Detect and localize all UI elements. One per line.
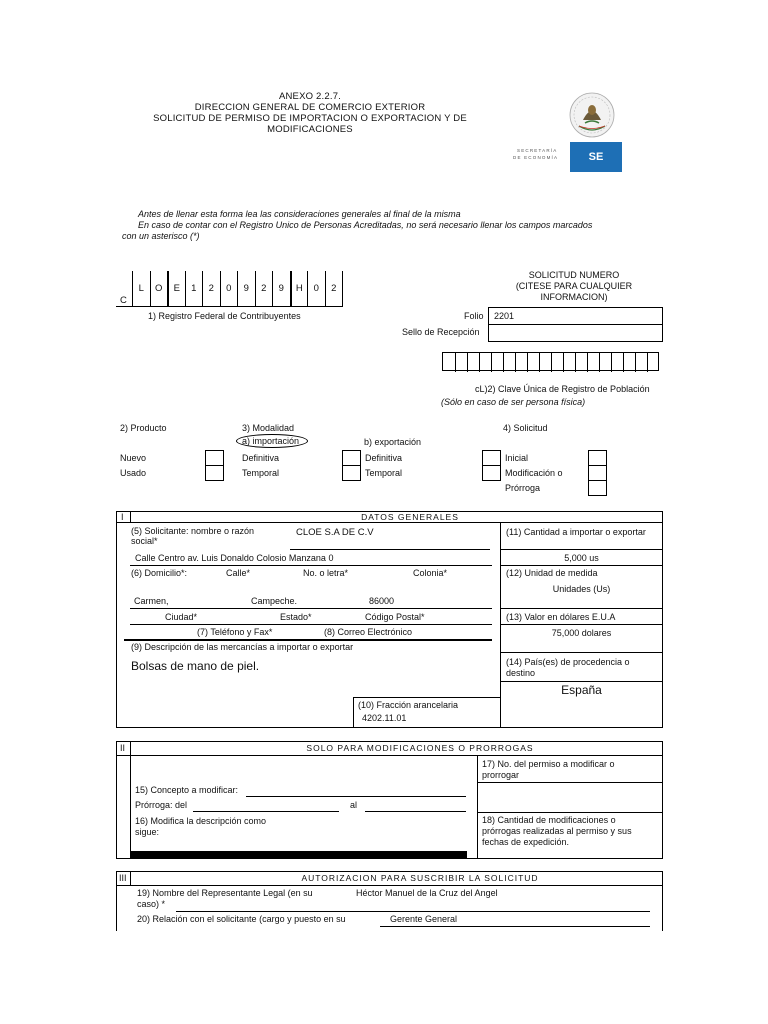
rfc-char: 9 [272, 271, 290, 307]
relacion-label: 20) Relación con el solicitante (cargo y puesto en su [137, 914, 346, 924]
unidad-label: (12) Unidad de medida [506, 568, 598, 578]
curp-cell[interactable] [575, 353, 587, 372]
relacion-value[interactable]: Gerente General [390, 914, 458, 924]
rfc-field[interactable] [116, 271, 342, 307]
curp-cell[interactable] [479, 353, 491, 372]
folio-label: Folio [464, 311, 484, 321]
section-3-number: III [119, 873, 127, 883]
solicitud-title-2: (CITESE PARA CUALQUIER [515, 281, 633, 291]
curp-note: (Sólo en caso de ser persona física) [441, 397, 586, 407]
rfc-char: 0 [307, 271, 325, 307]
permiso-label-2: prorrogar [482, 770, 520, 780]
numero-label: No. o letra* [303, 568, 349, 578]
rfc-char: 0 [220, 271, 238, 307]
descripcion-value[interactable]: Bolsas de mano de piel. [131, 659, 260, 673]
folio-field[interactable] [488, 307, 663, 325]
pais-label: (14) País(es) de procedencia o [506, 657, 630, 667]
section-1-number: I [121, 512, 124, 522]
unidad-value[interactable]: Unidades (Us) [552, 584, 611, 594]
cantidad-mod-label-3: fechas de expedición. [482, 837, 570, 847]
curp-cell[interactable] [587, 353, 599, 372]
ciudad-label: Ciudad* [165, 612, 198, 622]
producto-label: 2) Producto [120, 423, 167, 433]
calle-label: Calle* [226, 568, 251, 578]
folio-value: 2201 [494, 311, 515, 321]
rfc-char: 9 [237, 271, 255, 307]
cantidad-label: (11) Cantidad a importar o exportar [506, 527, 646, 537]
cantidad-mod-label: 18) Cantidad de modificaciones o [482, 815, 616, 825]
agency-name: DIRECCION GENERAL DE COMERCIO EXTERIOR [194, 102, 426, 113]
curp-cell[interactable] [515, 353, 527, 372]
definitiva-label-b: Definitiva [365, 453, 403, 463]
curp-cell[interactable] [551, 353, 563, 372]
section-3-title: AUTORIZACION PARA SUSCRIBIR LA SOLICITUD [301, 873, 539, 883]
al-label: al [350, 800, 358, 810]
representante-value[interactable]: Héctor Manuel de la Cruz del Angel [356, 888, 498, 898]
curp-cell[interactable] [563, 353, 575, 372]
solicitud-title-1: SOLICITUD NUMERO [528, 270, 620, 280]
rfc-char: E [167, 271, 185, 307]
estado-label: Estado* [280, 612, 312, 622]
exportacion-option[interactable]: b) exportación [364, 437, 422, 447]
sello-label: Sello de Recepción [402, 327, 480, 337]
solicitud-title-3: INFORMACION) [540, 292, 608, 302]
se-badge: SE [570, 142, 622, 172]
rfc-prefix: C [120, 295, 127, 306]
curp-cell[interactable] [635, 353, 647, 372]
usado-label: Usado [120, 468, 147, 478]
rfc-label: 1) Registro Federal de Contribuyentes [148, 311, 301, 321]
solicitante-label-2: social* [131, 536, 158, 546]
curp-field[interactable] [442, 352, 659, 371]
curp-cell[interactable] [527, 353, 539, 372]
section-2-number: II [120, 743, 126, 753]
importacion-option[interactable]: a) importación [242, 436, 300, 446]
cp-value[interactable]: 86000 [369, 596, 395, 606]
curp-cell[interactable] [611, 353, 623, 372]
rfc-char: 2 [255, 271, 273, 307]
valor-value[interactable]: 75,000 dolares [551, 628, 612, 638]
nuevo-label: Nuevo [120, 453, 147, 463]
rfc-char: 2 [202, 271, 220, 307]
temporal-checkbox-b[interactable] [482, 465, 501, 481]
pais-value[interactable]: España [561, 683, 602, 697]
cp-label: Código Postal* [365, 612, 425, 622]
modifica-field[interactable] [130, 851, 467, 859]
pais-label-2: destino [506, 668, 536, 678]
curp-cell[interactable] [599, 353, 611, 372]
inicial-label: Inicial [505, 453, 529, 463]
rfc-char: 2 [325, 271, 343, 307]
se-logo [513, 90, 625, 174]
form-header [140, 91, 480, 135]
curp-cell[interactable] [539, 353, 551, 372]
curp-label: cL)2) Clave Única de Registro de Población [475, 384, 650, 394]
fraccion-label: (10) Fracción arancelaria [358, 700, 459, 710]
instruction-line-1: Antes de llenar esta forma lea las consideraciones generales al final de la misma [138, 209, 461, 219]
solicitante-label: (5) Solicitante: nombre o razón [131, 526, 255, 536]
sello-field[interactable] [488, 324, 663, 342]
definitiva-checkbox-a[interactable] [342, 450, 361, 466]
curp-cell[interactable] [455, 353, 467, 372]
instruction-line-2: En caso de contar con el Registro Unico de Personas Acreditadas, no será necesario llenar los campos marcados [138, 220, 593, 230]
instruction-line-3: con un asterisco (*) [122, 231, 200, 241]
descripcion-label: (9) Descripción de las mercancías a importar o exportar [131, 642, 354, 652]
rfc-char: L [132, 271, 150, 307]
modificacion-checkbox[interactable] [588, 465, 607, 481]
curp-cell[interactable] [623, 353, 635, 372]
rfc-char: H [290, 271, 308, 307]
form-title-cont: MODIFICACIONES [267, 124, 353, 135]
solicitud-label: 4) Solicitud [503, 423, 548, 433]
secretaria-text: SECRETARÍA [517, 148, 558, 153]
prorroga-del-label: Prórroga: del [135, 800, 188, 810]
modalidad-label: 3) Modalidad [242, 423, 295, 433]
temporal-checkbox-a[interactable] [342, 465, 361, 481]
modifica-label-2: sigue: [135, 827, 160, 837]
temporal-label-a: Temporal [242, 468, 280, 478]
definitiva-label-a: Definitiva [242, 453, 280, 463]
curp-cell[interactable] [647, 353, 659, 372]
fraccion-value[interactable]: 4202.11.01 [362, 713, 407, 723]
domicilio-label: (6) Domicilio*: [131, 568, 188, 578]
colonia-label: Colonia* [413, 568, 448, 578]
de-economia-text: DE ECONOMÍA [513, 155, 559, 160]
solicitud-number-title [485, 270, 663, 303]
section-1-title: DATOS GENERALES [361, 512, 459, 522]
modificacion-label: Modificación o [505, 468, 563, 478]
annex-number: ANEXO 2.2.7. [278, 91, 342, 102]
curp-cell[interactable] [503, 353, 515, 372]
representante-label: 19) Nombre del Representante Legal (en su [137, 888, 313, 898]
cantidad-value[interactable]: 5,000 us [564, 553, 599, 563]
section-2-title: SOLO PARA MODIFICACIONES O PRORROGAS [306, 743, 534, 753]
solicitante-value[interactable]: CLOE S.A DE C.V [296, 527, 374, 538]
prorroga-label: Prórroga [505, 483, 541, 493]
rfc-char: 1 [185, 271, 203, 307]
cantidad-mod-label-2: prórrogas realizadas al permiso y sus [482, 826, 632, 836]
concepto-label: 15) Concepto a modificar: [135, 785, 239, 795]
permiso-label: 17) No. del permiso a modificar o [482, 759, 615, 769]
estado-value[interactable]: Campeche. [251, 596, 298, 606]
modifica-label: 16) Modifica la descripción como [135, 816, 267, 826]
valor-label: (13) Valor en dólares E.U.A [506, 612, 616, 622]
curp-cell[interactable] [491, 353, 503, 372]
nuevo-checkbox[interactable] [205, 450, 224, 466]
curp-cell[interactable] [467, 353, 479, 372]
usado-checkbox[interactable] [205, 465, 224, 481]
form-title: SOLICITUD DE PERMISO DE IMPORTACION O EXPORTACION Y DE [153, 113, 467, 124]
telefono-label: (7) Teléfono y Fax* [197, 627, 273, 637]
ciudad-value[interactable]: Carmen, [134, 596, 169, 606]
definitiva-checkbox-b[interactable] [482, 450, 501, 466]
temporal-label-b: Temporal [365, 468, 403, 478]
representante-label-2: caso) * [137, 899, 166, 909]
prorroga-checkbox[interactable] [588, 480, 607, 496]
inicial-checkbox[interactable] [588, 450, 607, 466]
correo-label: (8) Correo Electrónico [324, 627, 413, 637]
domicilio-value[interactable]: Calle Centro av. Luis Donaldo Colosio Manzana 0 [135, 553, 334, 563]
rfc-char: O [150, 271, 168, 307]
